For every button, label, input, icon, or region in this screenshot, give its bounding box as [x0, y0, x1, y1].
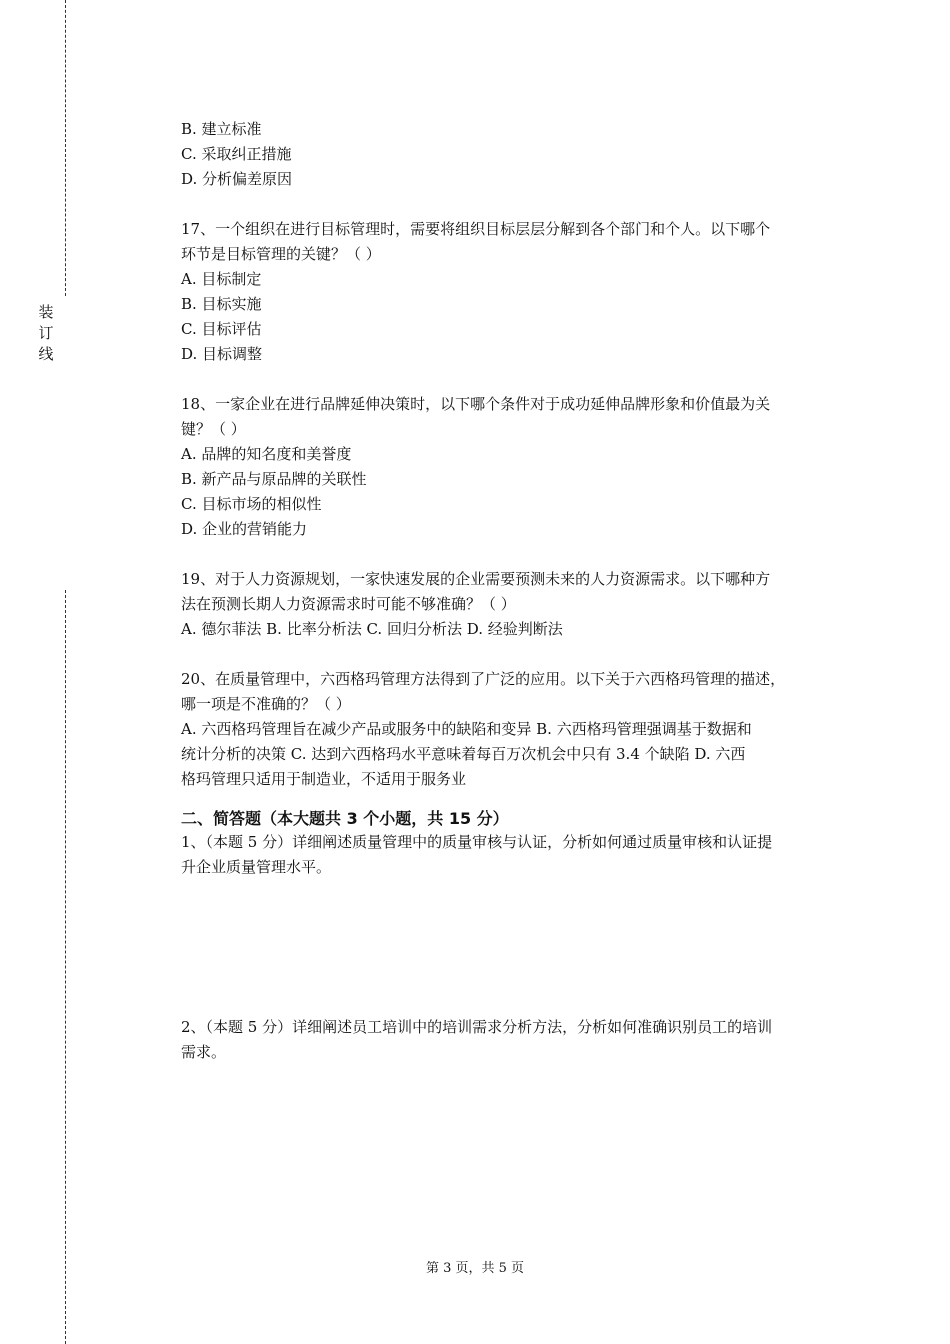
- options-inline: 格玛管理只适用于制造业，不适用于服务业: [181, 770, 467, 788]
- section-heading: 二、简答题（本大题共 3 个小题，共 15 分）: [181, 809, 509, 828]
- options-inline: 统计分析的决策 C. 达到六西格玛水平意味着每百万次机会中只有 3.4 个缺陷 D. 六西: [181, 745, 746, 763]
- binding-dashed-line-top: [65, 0, 66, 296]
- binding-label: [38, 302, 54, 365]
- question-text: 需求。: [181, 1043, 227, 1061]
- binding-char: 装: [38, 303, 54, 321]
- question-text: 升企业质量管理水平。: [181, 858, 332, 876]
- question-text: 1、（本题 5 分）详细阐述质量管理中的质量审核与认证，分析如何通过质量审核和认证提: [181, 833, 773, 851]
- answer-space: [181, 880, 841, 1015]
- page-footer: 第 3 页，共 5 页: [425, 1261, 525, 1276]
- options-inline: A. 六西格玛管理旨在减少产品或服务中的缺陷和变异 B. 六西格玛管理强调基于数据和: [181, 720, 752, 738]
- question-16-tail: [181, 117, 841, 192]
- exam-content: [181, 117, 841, 1065]
- question-text: 哪一项是不准确的？（ ）: [181, 695, 351, 713]
- short-answer-2: [181, 1015, 841, 1065]
- question-18: [181, 392, 841, 542]
- option-d: D. 目标调整: [181, 345, 263, 363]
- question-text: 18、一家企业在进行品牌延伸决策时，以下哪个条件对于成功延伸品牌形象和价值最为关: [181, 395, 771, 413]
- question-text: 19、对于人力资源规划，一家快速发展的企业需要预测未来的人力资源需求。以下哪种方: [181, 570, 771, 588]
- question-text: 20、在质量管理中，六西格玛管理方法得到了广泛的应用。以下关于六西格玛管理的描述，: [181, 670, 786, 688]
- option-a: A. 品牌的知名度和美誉度: [181, 445, 352, 463]
- binding-dashed-line-bottom: [65, 590, 66, 1344]
- binding-char: 线: [38, 345, 54, 363]
- option-b: B. 新产品与原品牌的关联性: [181, 470, 367, 488]
- option-b: B. 目标实施: [181, 295, 262, 313]
- question-17: [181, 217, 841, 367]
- question-text: 键？（ ）: [181, 420, 246, 438]
- question-text: 2、（本题 5 分）详细阐述员工培训中的培训需求分析方法，分析如何准确识别员工的培训: [181, 1018, 773, 1036]
- question-text: 环节是目标管理的关键？（ ）: [181, 245, 381, 263]
- option-c: C. 目标评估: [181, 320, 262, 338]
- short-answer-1: [181, 830, 841, 880]
- option-c: C. 采取纠正措施: [181, 145, 292, 163]
- option-d: D. 企业的营销能力: [181, 520, 308, 538]
- option-d: D. 分析偏差原因: [181, 170, 293, 188]
- options-inline: A. 德尔菲法 B. 比率分析法 C. 回归分析法 D. 经验判断法: [181, 620, 563, 638]
- option-b: B. 建立标准: [181, 120, 262, 138]
- question-20: [181, 667, 841, 792]
- option-a: A. 目标制定: [181, 270, 262, 288]
- question-text: 17、一个组织在进行目标管理时，需要将组织目标层层分解到各个部门和个人。以下哪个: [181, 220, 771, 238]
- binding-char: 订: [38, 324, 54, 342]
- question-19: [181, 567, 841, 642]
- question-text: 法在预测长期人力资源需求时可能不够准确？（ ）: [181, 595, 516, 613]
- option-c: C. 目标市场的相似性: [181, 495, 322, 513]
